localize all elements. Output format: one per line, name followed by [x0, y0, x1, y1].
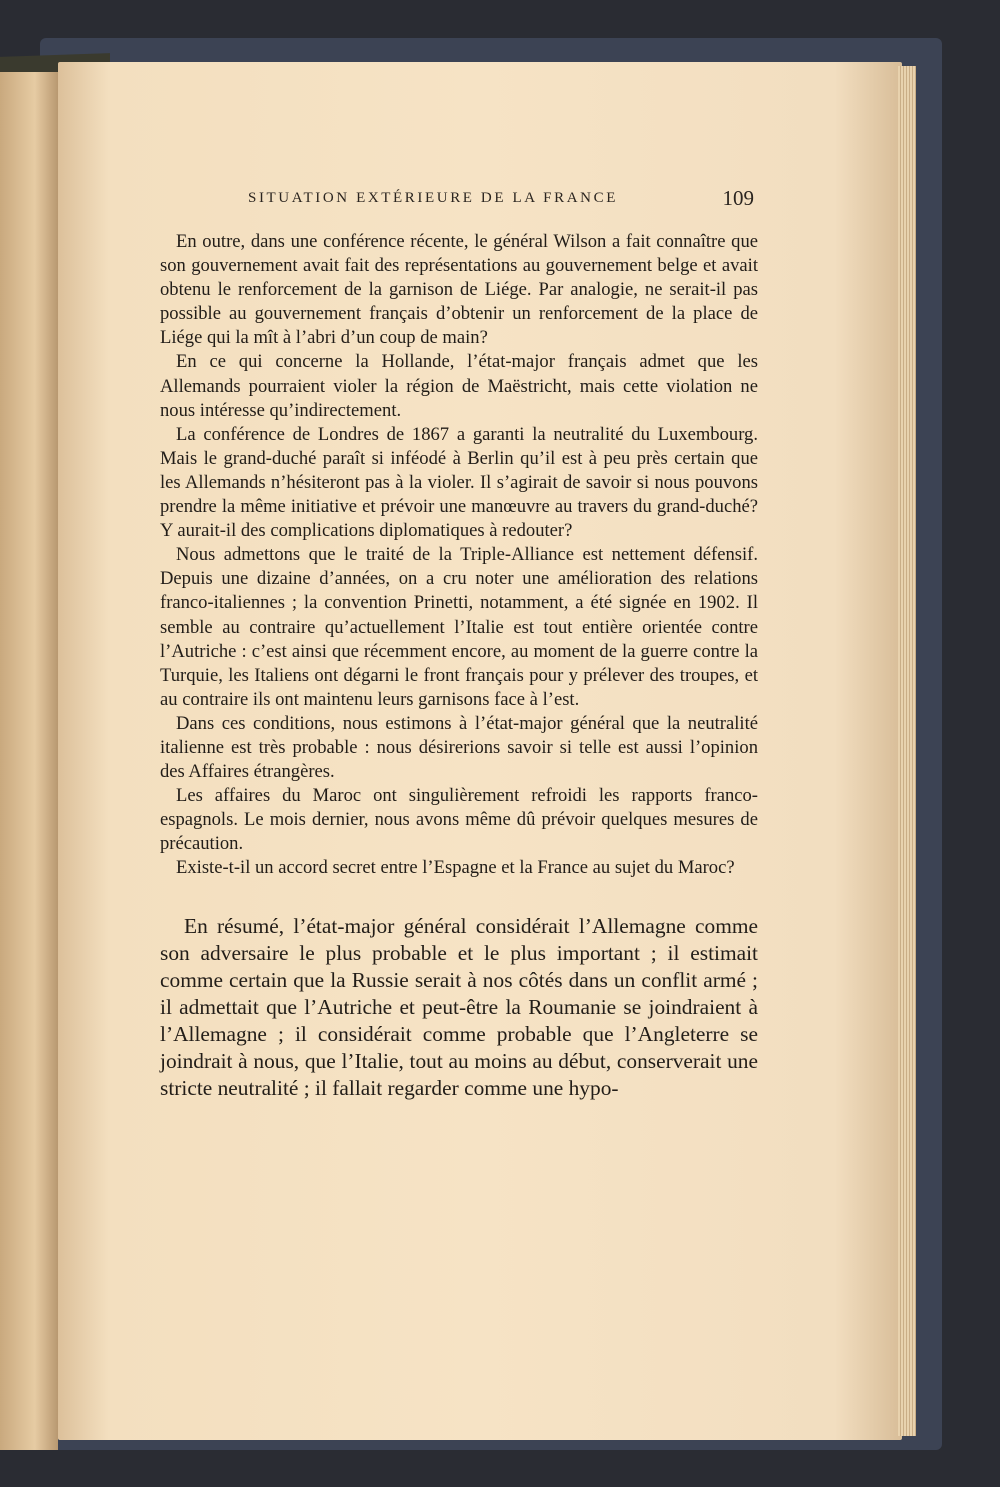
paragraph: En outre, dans une conférence récente, le général Wilson a fait connaître que son gouvernement avait fait des représentations au gouvernement belge et avait obtenu le renforcement de la garnison de Liége. Par analogie, ne serait-il pas possible au gouvernement français d’obtenir un renforcement de la place de Liége qui la mît à l’abri d’un coup de main? — [160, 231, 758, 349]
section-gap — [160, 881, 758, 913]
paragraph: La conférence de Londres de 1867 a garanti la neutralité du Luxembourg. Mais le grand-duché paraît si inféodé à Berlin qu’il est à peu près certain que les Allemands n’hésiteront pas à la violer. Il s’agirait de savoir si nous pouvons prendre la même initiative et prévoir une manœuvre au travers du grand-duché? Y aurait-il des complications diplomatiques à redouter? — [160, 423, 758, 542]
paragraph: Les affaires du Maroc ont singulièrement refroidi les rapports franco-espagnols. Le mois dernier, nous avons même dû prévoir quelques mesures de précaution. — [160, 785, 758, 855]
page-block-edge — [898, 66, 916, 1436]
running-head — [248, 186, 758, 216]
paragraph: En ce qui concerne la Hollande, l’état-major français admet que les Allemands pourraient violer la région de Maëstricht, mais cette violation ne nous intéresse qu’indirectement. — [160, 351, 758, 421]
page-number: 109 — [722, 186, 754, 210]
summary-paragraph: En résumé, l’état-major général considérait l’Allemagne comme son adversaire le plus probable et le plus important ; il estimait comme certain que la Russie serait à nos côtés dans un conflit armé ; il admettait que l’Autriche et peut-être la Roumanie se joindraient à l’Allemagne ; il considérait comme probable que l’Angleterre se joindrait à nous, que l’Italie, tout au moins au début, conserverait une stricte neutralité ; il fallait regarder comme une hypo- — [160, 913, 758, 1100]
running-title: SITUATION EXTÉRIEURE DE LA FRANCE — [248, 190, 618, 206]
paragraph: Nous admettons que le traité de la Triple-Alliance est nettement défensif. Depuis une dizaine d’années, on a cru noter une amélioration des relations franco-italiennes ; la convention Prinetti, notamment, a été signée en 1902. Il semble au contraire qu’actuellement l’Italie est tout entière orientée contre l’Autriche : c’est ainsi que récemment encore, au moment de la guerre contre la Turquie, les Italiens ont dégarni le front français pour y prélever des troupes, et au contraire ils ont maintenu leurs garnisons face à l’est. — [160, 544, 758, 710]
paragraph: Dans ces conditions, nous estimons à l’état-major général que la neutralité italienne est très probable : nous désirerions savoir si telle est aussi l’opinion des Affaires étrangères. — [160, 712, 758, 783]
facing-page-edge — [0, 72, 58, 1450]
body-text — [160, 230, 758, 1102]
paragraph: Existe-t-il un accord secret entre l’Espagne et la France au sujet du Maroc? — [176, 857, 735, 879]
